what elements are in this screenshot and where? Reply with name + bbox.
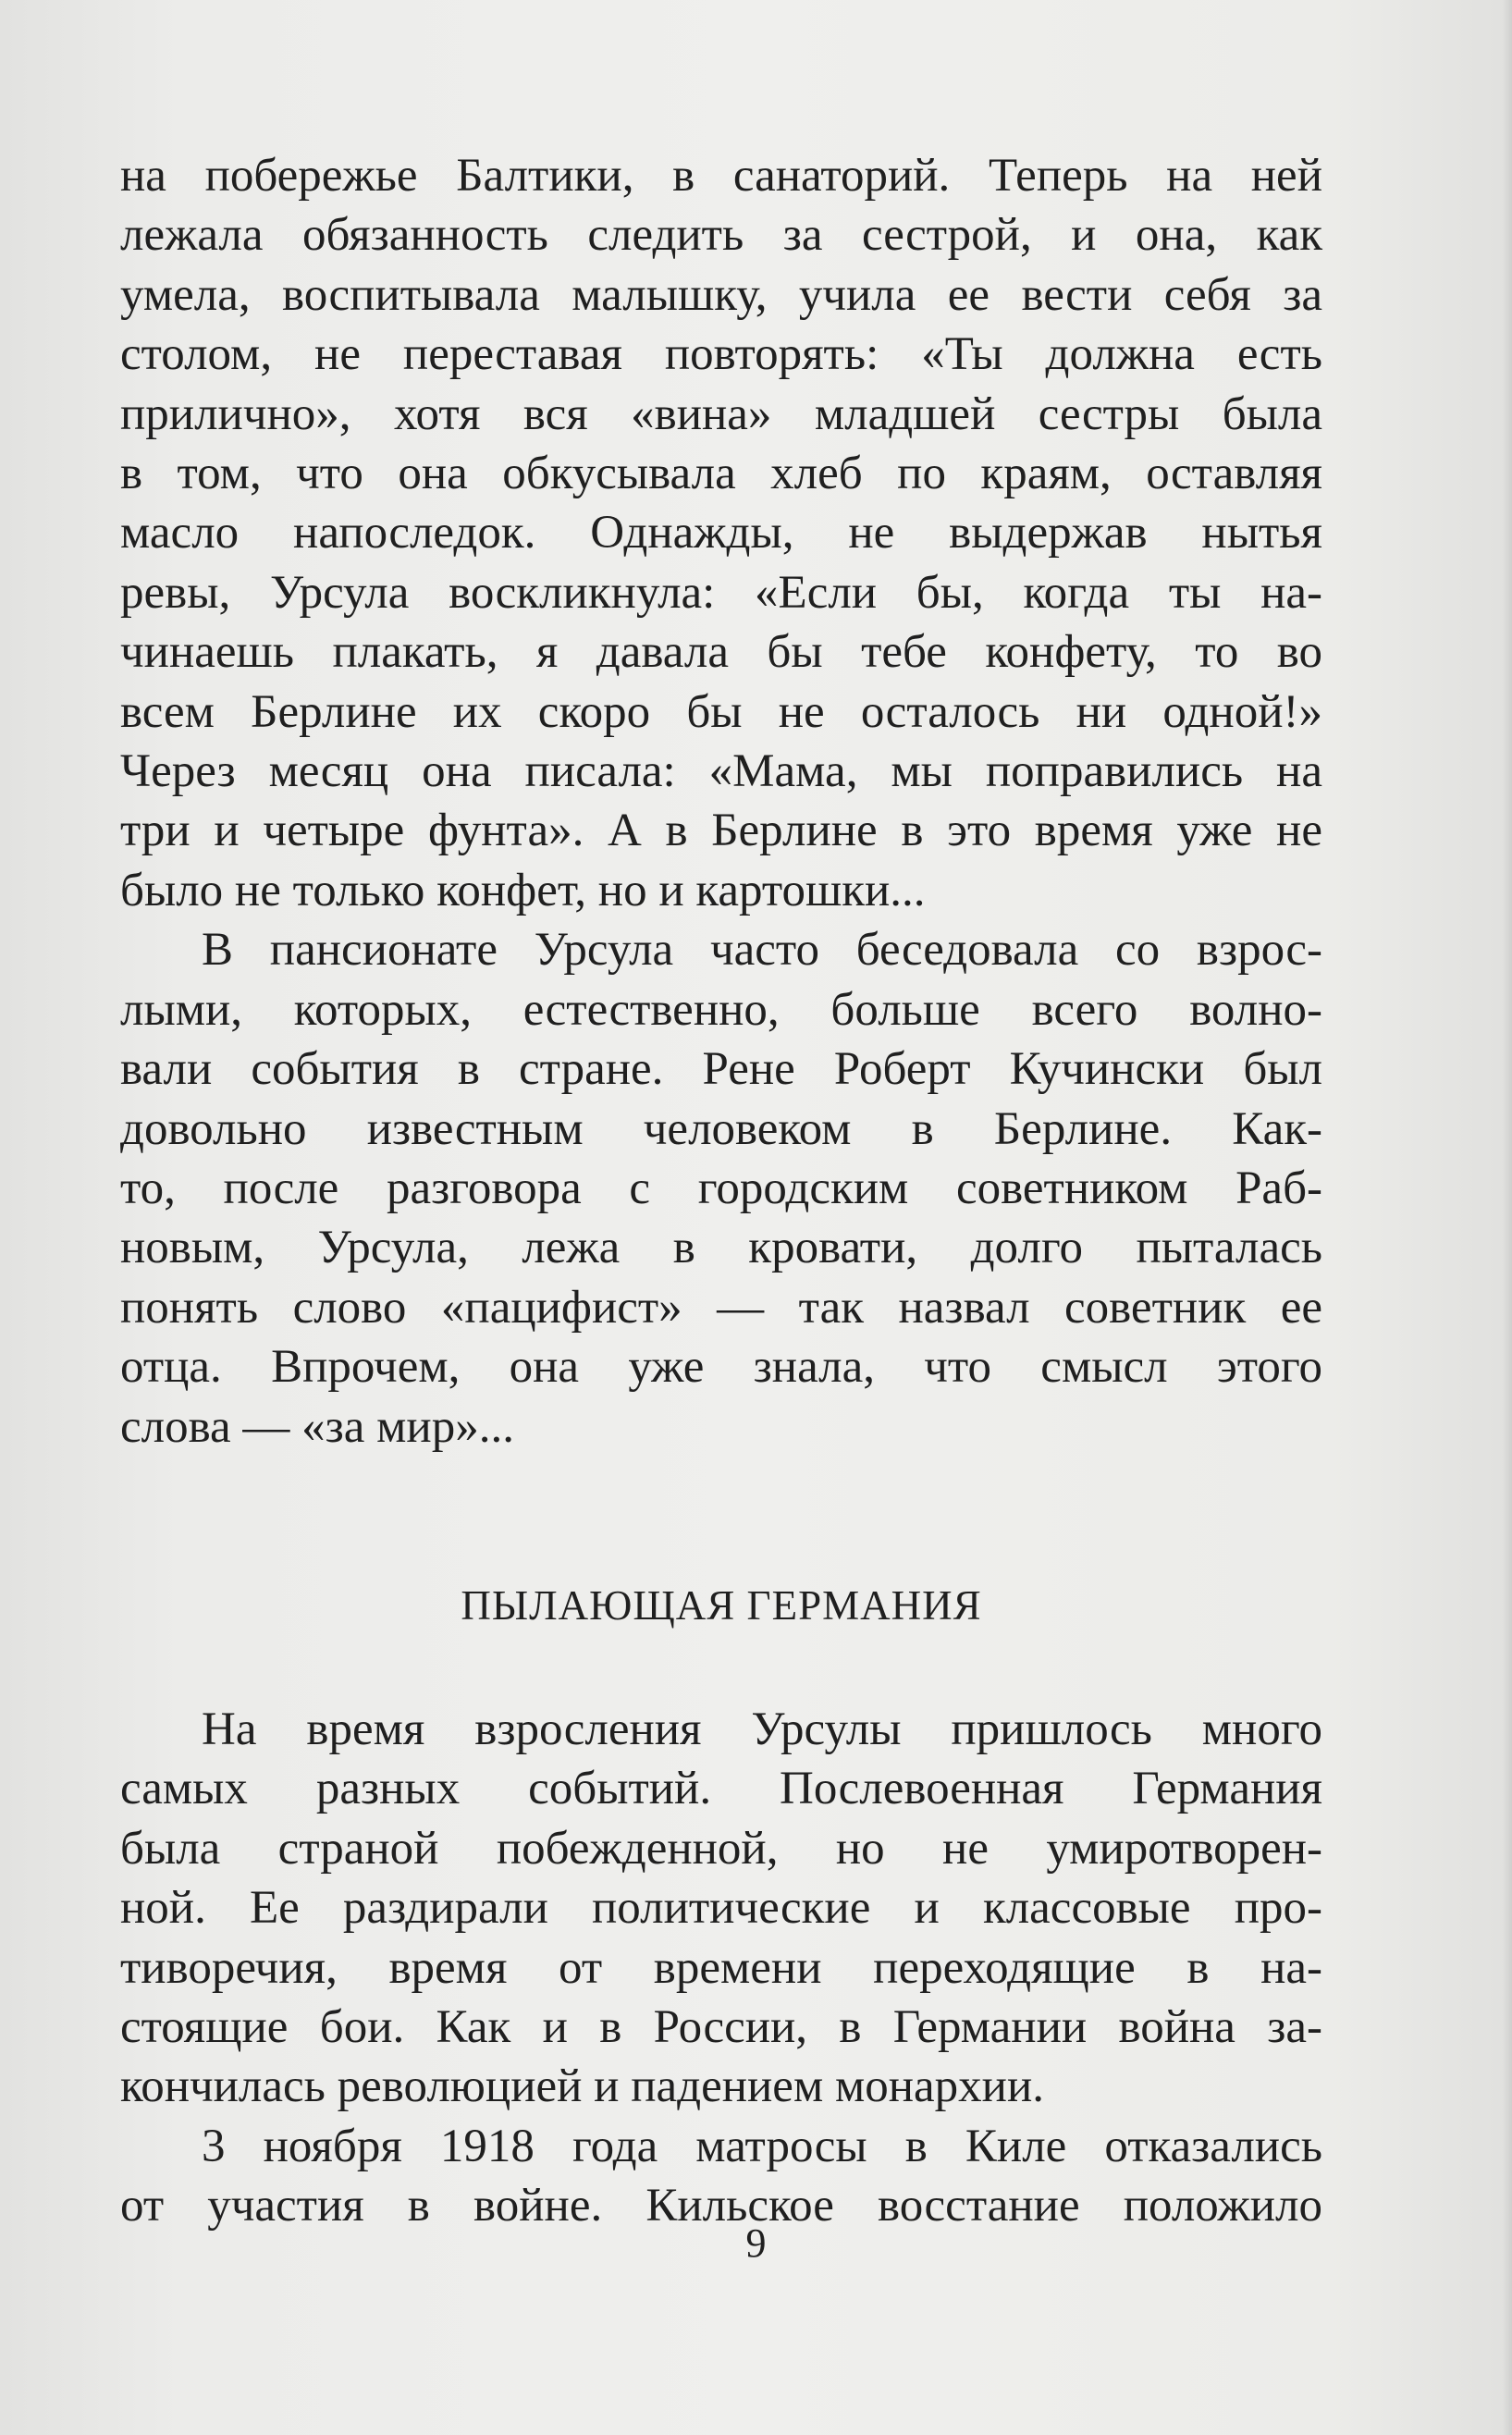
text-line: тиворечия, время от времени переходящие в на- — [120, 1941, 1322, 1994]
text-line: то, после разговора с городским советником Раб- — [120, 1162, 1322, 1214]
text-line: лежала обязанность следить за сестрой, и она, как — [120, 209, 1322, 262]
text-line: ной. Ее раздирали политические и классовые про- — [120, 1882, 1322, 1935]
body-text-section-2 — [120, 1700, 1322, 2236]
text-line: стоящие бои. Как и в России, в Германии война за- — [120, 2001, 1322, 2054]
text-line: в том, что она обкусывала хлеб по краям, оставляя — [120, 448, 1322, 500]
text-line: на побережье Балтики, в санаторий. Теперь на ней — [120, 150, 1322, 202]
text-line: было не только конфет, но и картошки... — [120, 864, 926, 916]
text-line: отца. Впрочем, она уже знала, что смысл этого — [120, 1341, 1322, 1394]
text-line: прилично», хотя вся «вина» младшей сестры была — [120, 387, 1322, 440]
text-line: кончилась революцией и падением монархии. — [120, 2060, 1045, 2113]
text-line: 3 ноября 1918 года матросы в Киле отказались — [202, 2120, 1322, 2172]
text-line: лыми, которых, естественно, больше всего волно- — [120, 983, 1322, 1036]
text-line: новым, Урсула, лежа в кровати, долго пыталась — [120, 1222, 1322, 1274]
text-line: умела, воспитывала малышку, учила ее вести себя за — [120, 268, 1322, 321]
text-line: понять слово «пацифист» — так назвал советник ее — [120, 1281, 1322, 1334]
text-line: самых разных событий. Послевоенная Германия — [120, 1763, 1322, 1815]
text-line: ревы, Урсула воскликнула: «Если бы, когда ты на- — [120, 566, 1322, 619]
page-edge-shadow — [1503, 0, 1512, 2435]
text-line: масло напоследок. Однажды, не выдержав нытья — [120, 507, 1322, 560]
body-text-section-1 — [120, 146, 1322, 1457]
paragraph-1 — [120, 146, 1322, 920]
text-line: В пансионате Урсула часто беседовала со взрос- — [202, 924, 1322, 977]
text-line: всем Берлине их скоро бы не осталось ни одной!» — [120, 685, 1322, 738]
text-line: от участия в войне. Кильское восстание положило — [120, 2180, 1322, 2232]
chapter-heading: ПЫЛАЮЩАЯ ГЕРМАНИЯ — [461, 1582, 982, 1629]
paragraph-3 — [120, 1700, 1322, 2117]
page-number: 9 — [745, 2220, 767, 2266]
text-line: слова — «за мир»... — [120, 1400, 514, 1453]
paragraph-2 — [120, 920, 1322, 1457]
text-line: чинаешь плакать, я давала бы тебе конфету, то во — [120, 626, 1322, 679]
text-line: была страной побежденной, но не умиротворен- — [120, 1822, 1322, 1875]
text-line: довольно известным человеком в Берлине. Как- — [120, 1102, 1322, 1155]
text-line: столом, не переставая повторять: «Ты должна есть — [120, 328, 1322, 381]
text-line: три и четыре фунта». А в Берлине в это время уже не — [120, 805, 1322, 857]
text-line: На время взросления Урсулы пришлось много — [202, 1703, 1322, 1755]
text-line: вали события в стране. Рене Роберт Кучински был — [120, 1043, 1322, 1096]
text-line: Через месяц она писала: «Мама, мы поправились на — [120, 745, 1322, 798]
paragraph-4 — [120, 2117, 1322, 2236]
